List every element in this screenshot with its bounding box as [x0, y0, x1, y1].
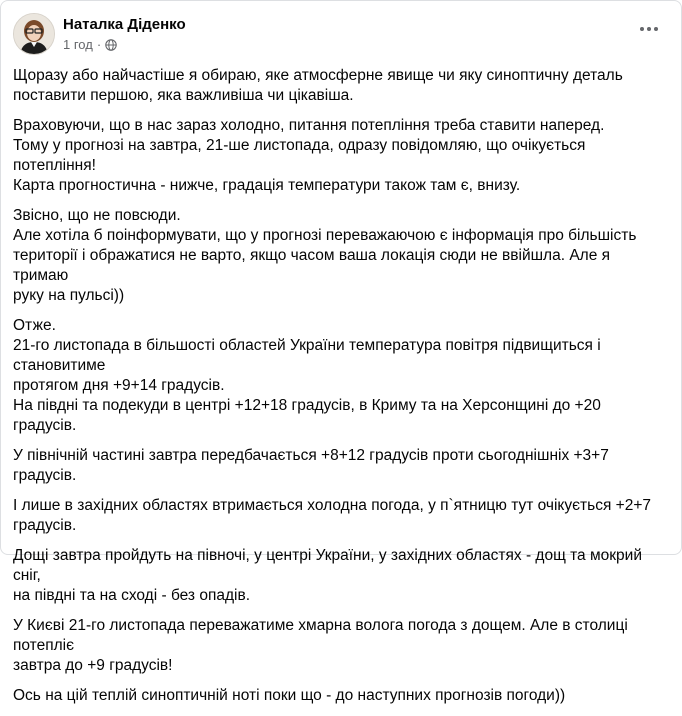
author-name[interactable]: Наталка Діденко — [63, 16, 186, 33]
more-horizontal-icon — [639, 26, 659, 32]
avatar[interactable] — [13, 13, 55, 55]
post-header — [13, 13, 669, 57]
avatar-image — [14, 14, 54, 54]
post-paragraph-6: І лише в західних областях втримається холодна погода, у п`ятницю тут очікується +2+7 градусів. — [13, 497, 652, 534]
more-options-button[interactable] — [637, 19, 661, 39]
globe-icon[interactable] — [105, 39, 117, 51]
post-paragraph-1: Щоразу або найчастіше я обираю, яке атмосферне явище чи яку синоптичну деталь поставити першою, яка важливіша чи цікавіша. — [13, 67, 623, 104]
post-paragraph-3: Звісно, що не повсюди. Але хотіла б поінформувати, що у прогнозі переважаючою є інформація про більшість території і ображатися не варто, якщо часом ваша локація сюди не ввійшла. Але я тримаю руку на пульсі)) — [13, 207, 637, 304]
post-paragraph-8: У Києві 21-го листопада переважатиме хмарна волога погода з дощем. Але в столиці потепліє завтра до +9 градусів! — [13, 617, 628, 674]
separator-dot: · — [96, 37, 102, 52]
post-paragraph-7: Дощі завтра пройдуть на півночі, у центрі України, у західних областях - дощ та мокрий сніг, на півдні та на сході - без опадів. — [13, 547, 642, 604]
post-time[interactable]: 1 год — [63, 37, 93, 52]
post-meta — [63, 37, 117, 52]
post-paragraph-4: Отже. 21-го листопада в більшості областей України температура повітря підвищиться і становитиме протягом дня +9+14 градусів. На півдні та подекуди в центрі +12+18 градусів, в Криму та на Херсонщині до +20 градусів. — [13, 317, 601, 434]
post-body — [13, 66, 667, 716]
post-paragraph-2: Враховуючи, що в нас зараз холодно, питання потепління треба ставити наперед. Тому у прогнозі на завтра, 21-ше листопада, одразу повідомляю, що очікується потепління! Карта прогностична - нижче, градація температури також там є, внизу. — [13, 117, 605, 194]
post-paragraph-5: У північній частині завтра передбачається +8+12 градусів проти сьогоднішніх +3+7 градусів. — [13, 447, 609, 484]
post-paragraph-9: Ось на цій теплій синоптичній ноті поки що - до наступних прогнозів погоди)) — [13, 687, 566, 704]
